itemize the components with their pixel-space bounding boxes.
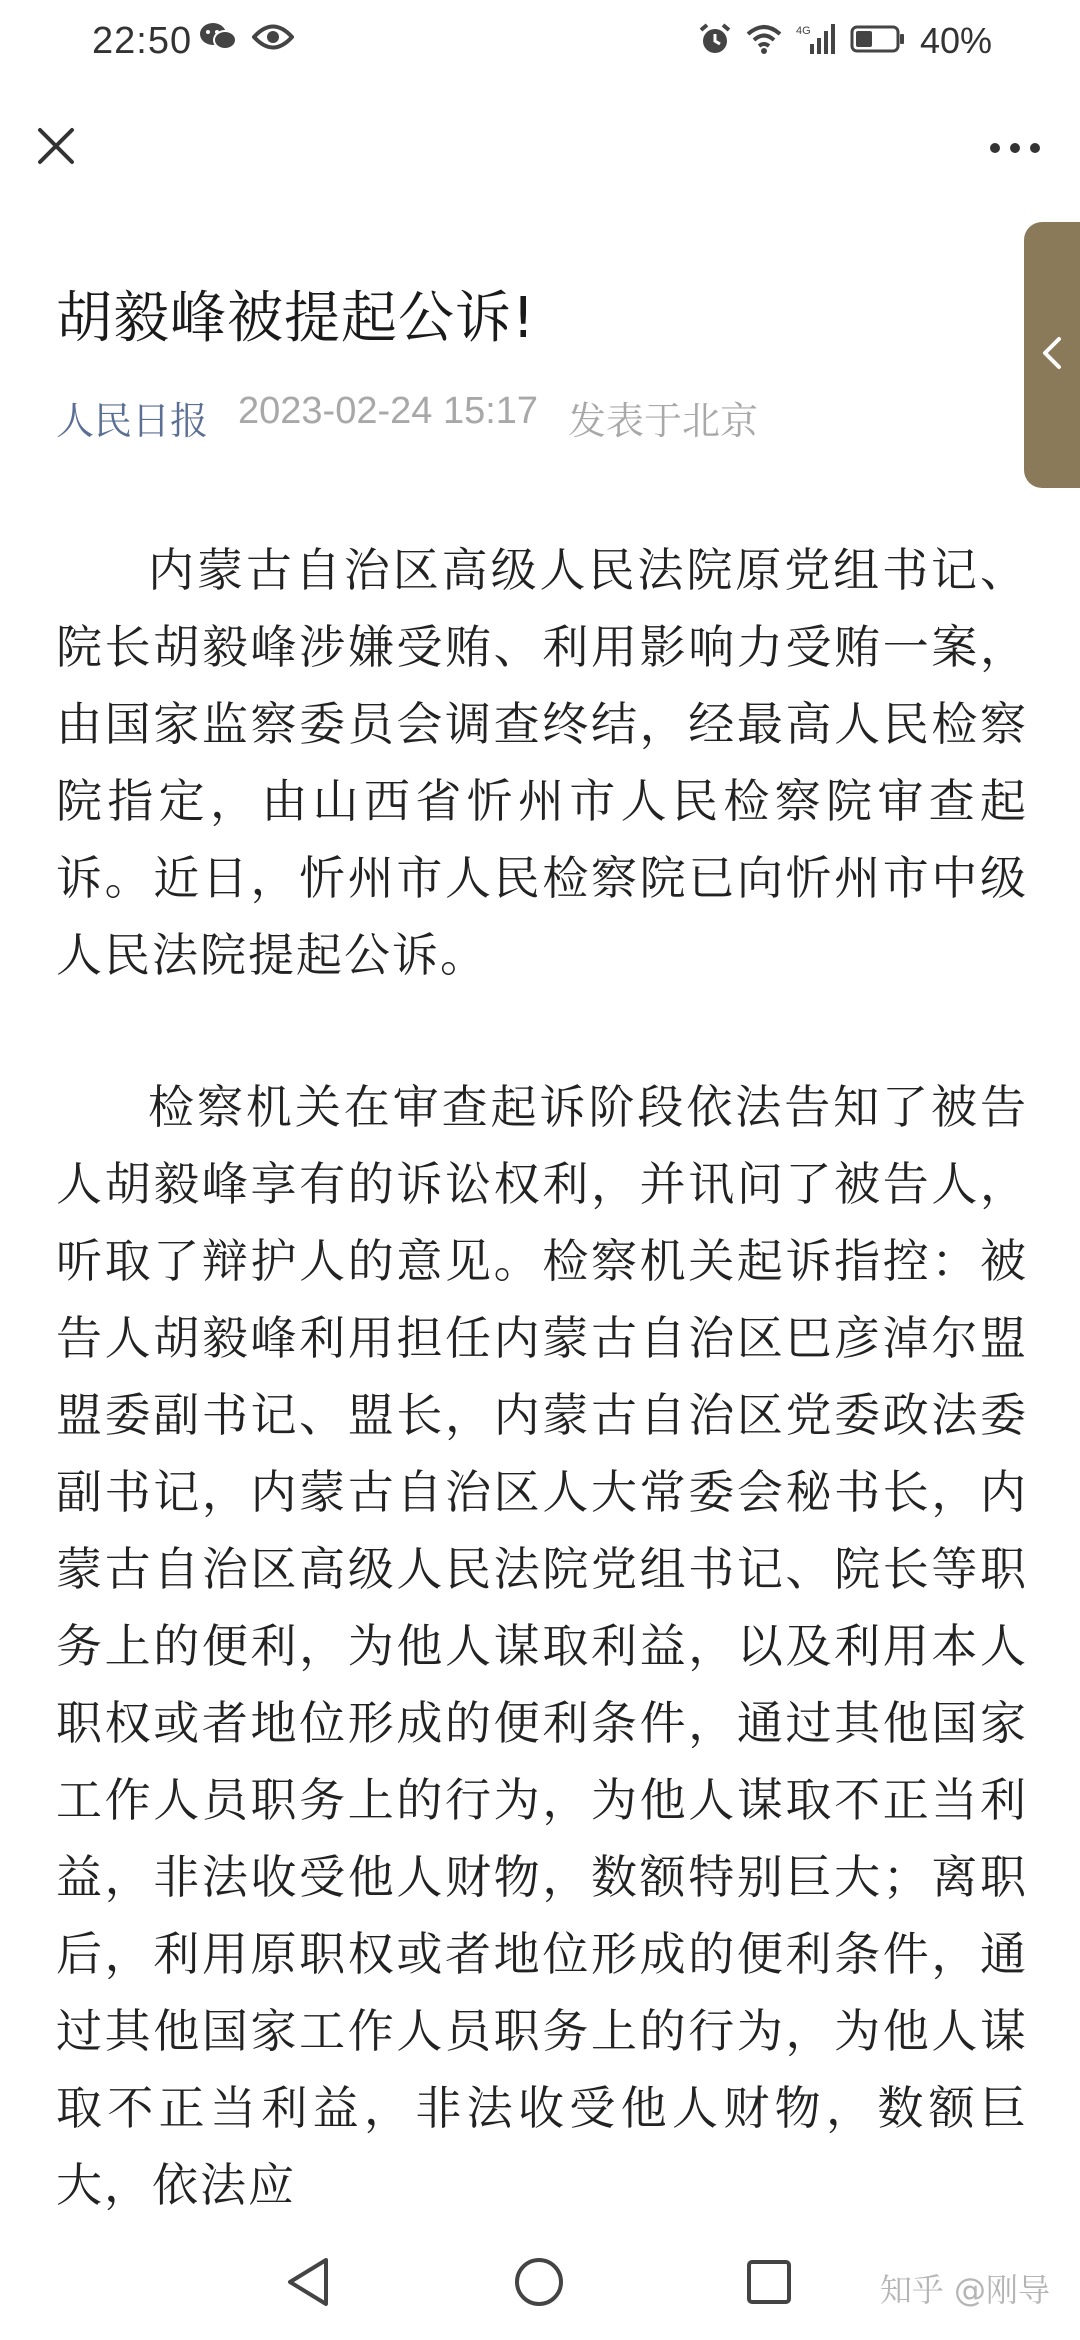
wifi-icon	[746, 24, 782, 58]
article-body	[56, 532, 1028, 2224]
article-location: 发表于北京	[568, 399, 759, 443]
nav-back-button[interactable]	[272, 2248, 344, 2320]
circle-home-icon	[513, 2256, 565, 2312]
floating-side-tab[interactable]	[1024, 222, 1080, 488]
svg-text:4G: 4G	[795, 25, 811, 37]
status-right-icons	[698, 20, 992, 62]
status-time: 22:50	[92, 20, 193, 62]
system-nav-bar	[0, 2230, 1080, 2340]
chat-notification-icon	[198, 20, 238, 58]
status-notification-icons	[198, 20, 294, 58]
nav-home-button[interactable]	[503, 2248, 575, 2320]
signal-4g-icon	[796, 22, 836, 60]
nav-recents-button[interactable]	[733, 2248, 805, 2320]
eye-icon	[252, 22, 294, 56]
square-recents-icon	[745, 2258, 793, 2310]
battery-icon	[850, 24, 906, 58]
article-meta	[56, 390, 758, 445]
article-datetime: 2023-02-24 15:17	[238, 390, 539, 432]
close-icon	[36, 126, 76, 170]
article-title: 胡毅峰被提起公诉!	[56, 286, 536, 351]
article-paragraph: 检察机关在审查起诉阶段依法告知了被告人胡毅峰享有的诉讼权利，并讯问了被告人，听取了辩护人的意见。检察机关起诉指控：被告人胡毅峰利用担任内蒙古自治区巴彦淖尔盟盟委副书记、盟长，内蒙古自治区党委政法委副书记，内蒙古自治区人大常委会秘书长，内蒙古自治区高级人民法院党组书记、院长等职务上的便利，为他人谋取利益，以及利用本人职权或者地位形成的便利条件，通过其他国家工作人员职务上的行为，为他人谋取不正当利益，非法收受他人财物，数额特别巨大；离职后，利用原职权或者地位形成的便利条件，通过其他国家工作人员职务上的行为，为他人谋取不正当利益，非法收受他人财物，数额巨大，依法应	[56, 1080, 1028, 2212]
close-button[interactable]	[26, 118, 86, 178]
alarm-icon	[698, 22, 732, 60]
watermark: 知乎 @刚导	[879, 2271, 1050, 2309]
article-source-link[interactable]: 人民日报	[56, 399, 209, 443]
battery-percentage: 40%	[919, 20, 992, 61]
status-bar	[0, 0, 1080, 90]
more-options-button[interactable]	[980, 118, 1050, 178]
triangle-back-icon	[284, 2256, 332, 2312]
chevron-left-icon	[1041, 335, 1063, 375]
article-paragraph: 内蒙古自治区高级人民法院原党组书记、院长胡毅峰涉嫌受贿、利用影响力受贿一案，由国家监察委员会调查终结，经最高人民检察院指定，由山西省忻州市人民检察院审查起诉。近日，忻州市人民检察院已向忻州市中级人民法院提起公诉。	[56, 543, 1028, 982]
more-icon	[989, 139, 1041, 158]
